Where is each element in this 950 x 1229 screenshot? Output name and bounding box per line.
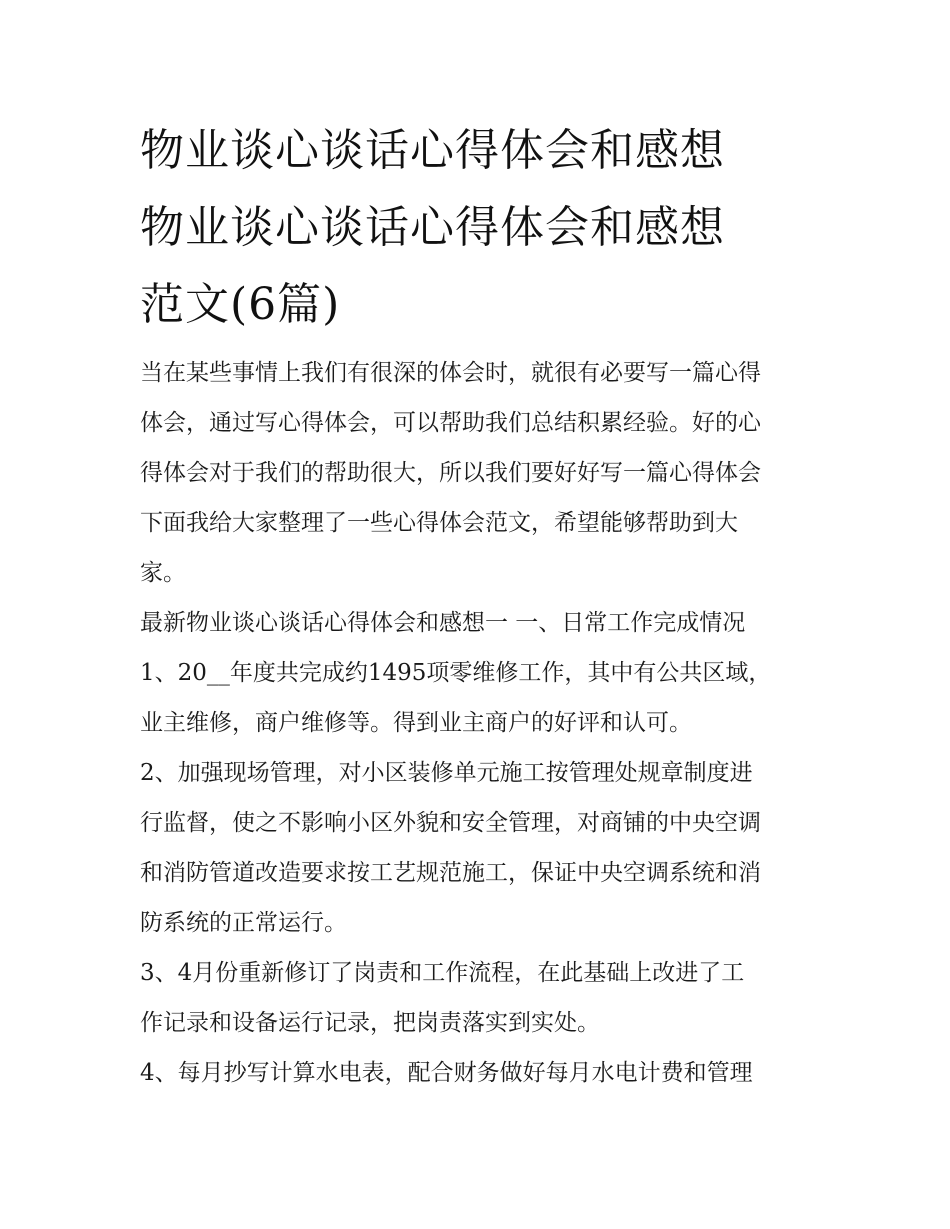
text-line: 行监督，使之不影响小区外貌和安全管理，对商铺的中央空调 bbox=[140, 810, 761, 836]
item-2-paragraph bbox=[140, 748, 812, 948]
text-line: 业主维修，商户维修等。得到业主商户的好评和认可。 bbox=[140, 710, 692, 736]
text-line: 下面我给大家整理了一些心得体会范文，希望能够帮助到大 bbox=[140, 510, 738, 536]
text-line: 得体会对于我们的帮助很大，所以我们要好好写一篇心得体会 bbox=[140, 460, 761, 486]
text-line: 2、加强现场管理，对小区装修单元施工按管理处规章制度进 bbox=[140, 760, 753, 786]
text-line: 1、20__年度共完成约1495项零维修工作，其中有公共区域， bbox=[140, 660, 772, 686]
section-heading-paragraph bbox=[140, 598, 812, 648]
text-line: 最新物业谈心谈话心得体会和感想一 一、日常工作完成情况 bbox=[140, 610, 746, 636]
text-line: 家。 bbox=[140, 560, 186, 586]
document-title bbox=[140, 112, 820, 343]
text-line: 当在某些事情上我们有很深的体会时，就很有必要写一篇心得 bbox=[140, 360, 761, 386]
item-1-paragraph bbox=[140, 648, 812, 748]
text-line: 作记录和设备运行记录，把岗责落实到实处。 bbox=[140, 1010, 600, 1036]
title-line: 物业谈心谈话心得体会和感想 bbox=[140, 125, 725, 176]
text-line: 防系统的正常运行。 bbox=[140, 910, 347, 936]
text-line: 3、4月份重新修订了岗责和工作流程，在此基础上改进了工 bbox=[140, 960, 745, 986]
text-line: 和消防管道改造要求按工艺规范施工，保证中央空调系统和消 bbox=[140, 860, 761, 886]
item-3-paragraph bbox=[140, 948, 812, 1048]
title-line: 范文(6篇) bbox=[140, 279, 341, 330]
intro-paragraph bbox=[140, 348, 812, 598]
item-4-paragraph bbox=[140, 1048, 812, 1098]
text-line: 体会，通过写心得体会，可以帮助我们总结积累经验。好的心 bbox=[140, 410, 761, 436]
text-line: 4、每月抄写计算水电表，配合财务做好每月水电计费和管理 bbox=[140, 1060, 753, 1086]
title-line: 物业谈心谈话心得体会和感想 bbox=[140, 202, 725, 253]
